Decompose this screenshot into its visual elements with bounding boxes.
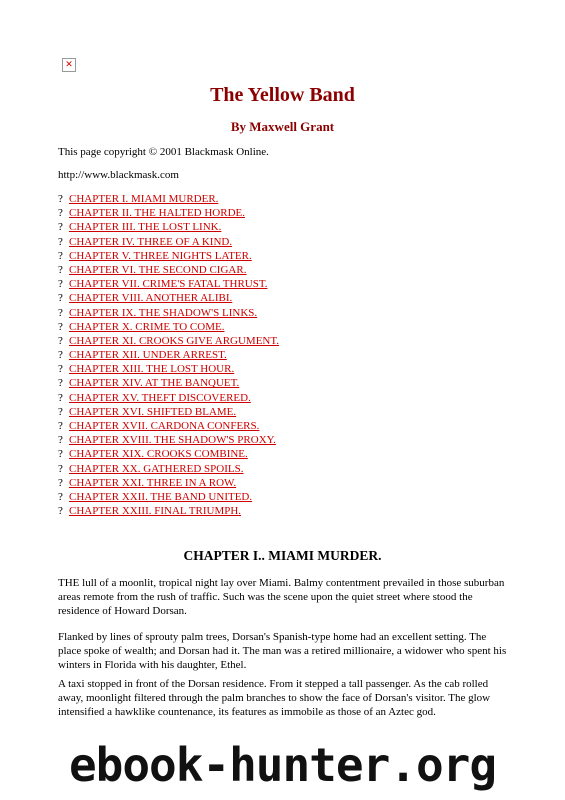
toc-item xyxy=(58,192,279,206)
site-url: http://www.blackmask.com xyxy=(58,169,179,181)
toc-item xyxy=(58,490,279,504)
toc-item xyxy=(58,376,279,390)
toc-item xyxy=(58,306,279,320)
toc-link[interactable]: CHAPTER IX. THE SHADOW'S LINKS. xyxy=(69,306,258,319)
toc-item xyxy=(58,476,279,490)
paragraph-3: A taxi stopped in front of the Dorsan residence. From it stepped a tall passenger. As the cab rolled away, moonlight filtered through the palm branches to show the face of Dorsan's visitor. The glow intensified a hawklike countenance, its features as immobile as those of an Aztec god. xyxy=(58,678,491,719)
toc-bullet: ? xyxy=(58,278,63,291)
toc-link[interactable]: CHAPTER XV. THEFT DISCOVERED. xyxy=(69,391,251,404)
toc-link[interactable]: CHAPTER III. THE LOST LINK. xyxy=(69,221,222,234)
toc-item xyxy=(58,220,279,234)
toc-bullet: ? xyxy=(58,420,63,432)
book-author: By Maxwell Grant xyxy=(230,119,335,134)
toc-link[interactable]: CHAPTER X. CRIME TO COME. xyxy=(69,320,225,333)
toc-item xyxy=(58,206,279,220)
toc-link[interactable]: CHAPTER XI. CROOKS GIVE ARGUMENT. xyxy=(69,334,280,347)
toc-item xyxy=(58,249,279,263)
toc-link[interactable]: CHAPTER VII. CRIME'S FATAL THRUST. xyxy=(69,278,268,291)
toc-bullet: ? xyxy=(58,249,63,262)
toc-item xyxy=(58,405,279,419)
toc-link[interactable]: CHAPTER I. MIAMI MURDER. xyxy=(69,193,219,205)
toc-bullet: ? xyxy=(58,320,63,333)
toc-bullet: ? xyxy=(58,377,63,390)
toc-item xyxy=(58,504,279,518)
toc-bullet: ? xyxy=(58,221,63,234)
copyright-notice: This page copyright © 2001 Blackmask Online. xyxy=(58,146,269,158)
toc-bullet: ? xyxy=(58,448,63,461)
toc-item xyxy=(58,433,279,447)
toc-link[interactable]: CHAPTER XVI. SHIFTED BLAME. xyxy=(69,405,237,418)
toc-link[interactable]: CHAPTER XXIII. FINAL TRIUMPH. xyxy=(69,505,242,518)
toc-link[interactable]: CHAPTER XX. GATHERED SPOILS. xyxy=(69,462,244,475)
toc-link[interactable]: CHAPTER XIII. THE LOST HOUR. xyxy=(69,363,235,376)
toc-link[interactable]: CHAPTER XXII. THE BAND UNITED. xyxy=(69,490,253,503)
toc-item xyxy=(58,447,279,461)
toc-link[interactable]: CHAPTER XVII. CARDONA CONFERS. xyxy=(69,420,260,432)
paragraph-2: Flanked by lines of sprouty palm trees, Dorsan's Spanish-type home had an excellent setting. The place spoke of wealth; and Dorsan had it. The man was a retired millionaire, a widower who spent his winters in Florida with his daughter, Ethel. xyxy=(58,631,507,672)
toc-bullet: ? xyxy=(58,306,63,319)
toc-link[interactable]: CHAPTER XIV. AT THE BANQUET. xyxy=(69,377,240,390)
toc-item xyxy=(58,419,279,433)
paragraph-1: THE lull of a moonlit, tropical night lay over Miami. Balmy contentment prevailed in those suburban areas remote from the rush of traffic. Such was the scene upon the quiet street where stood the residence of Howard Dorsan. xyxy=(58,577,505,618)
toc-bullet: ? xyxy=(58,434,63,447)
toc-item xyxy=(58,235,279,249)
toc-link[interactable]: CHAPTER XXI. THREE IN A ROW. xyxy=(69,476,237,489)
toc-bullet: ? xyxy=(58,193,63,205)
chapter-heading: CHAPTER I.. MIAMI MURDER. xyxy=(183,548,382,563)
toc-bullet: ? xyxy=(58,476,63,489)
toc-link[interactable]: CHAPTER XVIII. THE SHADOW'S PROXY. xyxy=(69,434,276,447)
toc-bullet: ? xyxy=(58,292,63,305)
toc-item xyxy=(58,348,279,362)
toc-bullet: ? xyxy=(58,334,63,347)
toc-link[interactable]: CHAPTER V. THREE NIGHTS LATER. xyxy=(69,249,252,262)
toc-bullet: ? xyxy=(58,207,63,220)
toc-link[interactable]: CHAPTER XIX. CROOKS COMBINE. xyxy=(69,448,248,461)
toc-item xyxy=(58,362,279,376)
toc-bullet: ? xyxy=(58,490,63,503)
toc-link[interactable]: CHAPTER XII. UNDER ARREST. xyxy=(69,349,227,362)
toc-link[interactable]: CHAPTER II. THE HALTED HORDE. xyxy=(69,207,245,220)
toc-bullet: ? xyxy=(58,349,63,362)
toc-bullet: ? xyxy=(58,363,63,376)
toc-item xyxy=(58,277,279,291)
toc-item xyxy=(58,320,279,334)
broken-image-icon: ✕ xyxy=(62,58,76,72)
toc-bullet: ? xyxy=(58,391,63,404)
toc-link[interactable]: CHAPTER VIII. ANOTHER ALIBI. xyxy=(69,292,233,305)
toc-bullet: ? xyxy=(58,505,63,518)
toc-link[interactable]: CHAPTER IV. THREE OF A KIND. xyxy=(69,235,233,248)
toc-bullet: ? xyxy=(58,235,63,248)
table-of-contents xyxy=(58,192,279,518)
book-title: The Yellow Band xyxy=(210,84,355,106)
watermark: ebook-hunter.org xyxy=(68,738,497,792)
toc-item xyxy=(58,391,279,405)
toc-item xyxy=(58,462,279,476)
toc-item xyxy=(58,291,279,305)
toc-bullet: ? xyxy=(58,405,63,418)
toc-bullet: ? xyxy=(58,462,63,475)
toc-link[interactable]: CHAPTER VI. THE SECOND CIGAR. xyxy=(69,263,247,276)
toc-item xyxy=(58,334,279,348)
toc-bullet: ? xyxy=(58,263,63,276)
toc-item xyxy=(58,263,279,277)
